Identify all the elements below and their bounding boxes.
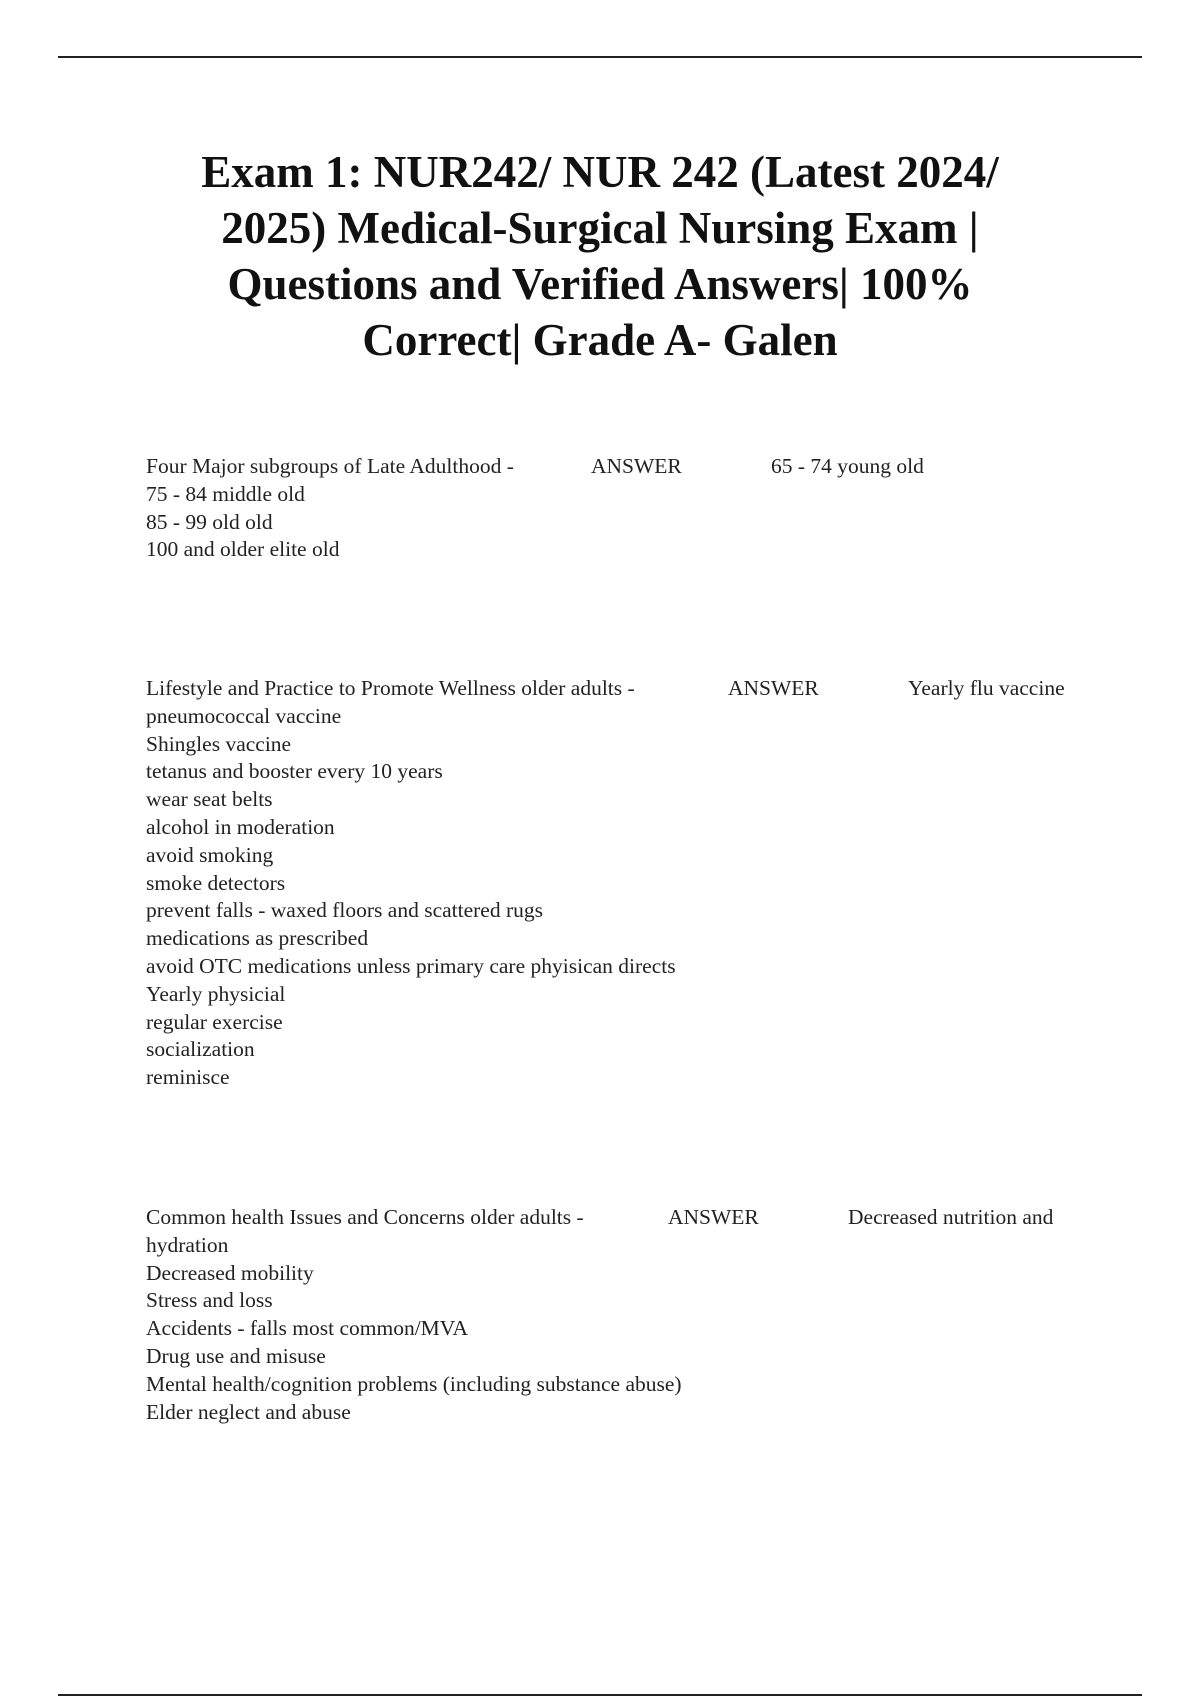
qa-block-late-adulthood (146, 453, 1146, 564)
answer-line: alcohol in moderation (146, 814, 335, 839)
answer-line: Elder neglect and abuse (146, 1399, 351, 1424)
answer-line: socialization (146, 1037, 255, 1062)
answer-label: ANSWER (591, 454, 682, 478)
answer-line: 85 - 99 old old (146, 509, 273, 534)
answer-line: Decreased mobility (146, 1260, 314, 1285)
answer-line: tetanus and booster every 10 years (146, 759, 443, 784)
answer-line: Accidents - falls most common/MVA (146, 1316, 469, 1341)
title-line: Correct| Grade A- Galen (362, 315, 838, 365)
answer-line: medications as prescribed (146, 926, 369, 951)
question-line (146, 453, 1146, 481)
answer-line: avoid OTC medications unless primary care phyisican directs (146, 953, 676, 978)
answer-line: Shingles vaccine (146, 731, 292, 756)
answer-line: Yearly physicial (146, 981, 286, 1006)
question-line (146, 1204, 1146, 1232)
answer-line: Stress and loss (146, 1288, 273, 1313)
answer-line: 100 and older elite old (146, 537, 340, 562)
answer-line: hydration (146, 1232, 229, 1257)
qa-block-health-issues (146, 1204, 1146, 1426)
answer-line: avoid smoking (146, 842, 274, 867)
answer-label: ANSWER (728, 676, 819, 700)
answer-line: smoke detectors (146, 870, 286, 895)
answer-line: regular exercise (146, 1009, 283, 1034)
title-line: 2025) Medical-Surgical Nursing Exam | (221, 203, 979, 253)
question-text: Four Major subgroups of Late Adulthood - (146, 454, 514, 478)
question-line (146, 675, 1146, 703)
bottom-rule (58, 1694, 1142, 1696)
answer-first-line: Decreased nutrition and (848, 1205, 1054, 1229)
question-text: Common health Issues and Concerns older adults - (146, 1205, 584, 1229)
answer-line: pneumococcal vaccine (146, 703, 342, 728)
document-title (120, 144, 1080, 368)
title-line: Questions and Verified Answers| 100% (227, 259, 973, 309)
answer-line: Drug use and misuse (146, 1343, 326, 1368)
answer-line: prevent falls - waxed floors and scattered rugs (146, 898, 544, 923)
answer-line: wear seat belts (146, 787, 273, 812)
top-rule (58, 56, 1142, 58)
answer-first-line: Yearly flu vaccine (908, 676, 1065, 700)
answer-label: ANSWER (668, 1205, 759, 1229)
question-text: Lifestyle and Practice to Promote Wellness older adults - (146, 676, 635, 700)
answer-line: 75 - 84 middle old (146, 481, 305, 506)
answer-first-line: 65 - 74 young old (771, 454, 924, 478)
title-line: Exam 1: NUR242/ NUR 242 (Latest 2024/ (201, 147, 999, 197)
answer-line: reminisce (146, 1065, 230, 1090)
qa-block-wellness (146, 675, 1146, 1092)
answer-line: Mental health/cognition problems (including substance abuse) (146, 1371, 682, 1396)
